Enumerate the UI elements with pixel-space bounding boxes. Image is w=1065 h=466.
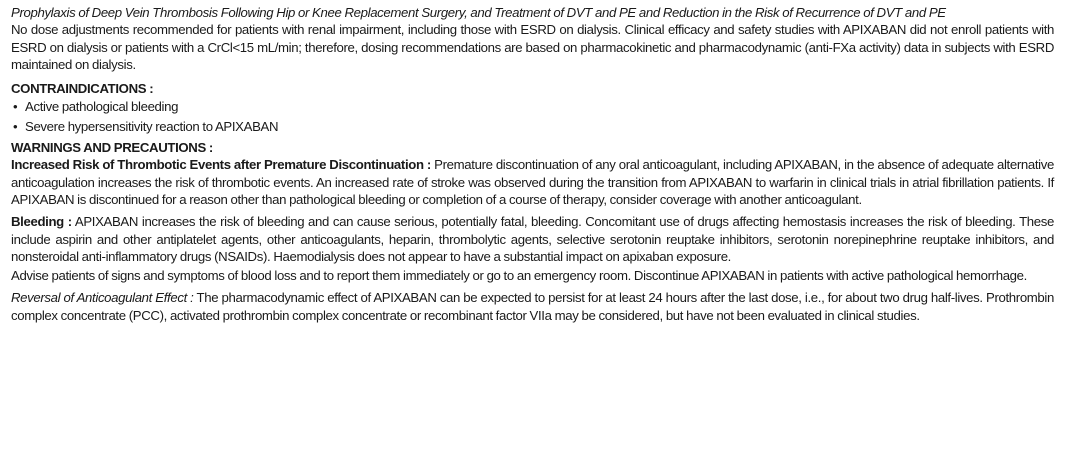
reversal-paragraph [11,289,1054,324]
bleeding-advice-paragraph: Advise patients of signs and symptoms of blood loss and to report them immediately or go to an emergency room. Discontinue APIXABAN in patients with active pathological hemorrhage. [11,267,1027,283]
reversal-title: Reversal of Anticoagulant Effect : [11,290,194,306]
contraindications-list [11,98,1054,136]
contraindications-heading: CONTRAINDICATIONS : [11,80,154,96]
thrombotic-text: Premature discontinuation of any oral anticoagulant, including APIXABAN, in the absence of adequate alternative anticoagulation increases the risk of thrombotic events. An increased rate of stroke was observed during the transition from APIXABAN to warfarin in clinical trials in atrial fibrillation patients. If APIXABAN is discontinued for a reason other than pathological bleeding or completion of a course of therapy, consider coverage with another anticoagulant. [11,157,1054,208]
dosing-paragraph: No dose adjustments recommended for patients with renal impairment, including those with ESRD on dialysis. Clinical efficacy and safety studies with APIXABAN did not enroll patients with ESRD on dialysis or patients with a CrCl<15 mL/min; therefore, dosing recommendations are based on pharmacokinetic and pharmacodynamic (anti-FXa activity) data in subjects with ESRD maintained on dialysis. [11,22,1054,73]
bleeding-paragraph [11,213,1054,265]
contraindication-text: Active pathological bleeding [25,99,179,115]
bleeding-text: APIXABAN increases the risk of bleeding and can cause serious, potentially fatal, bleeding. Concomitant use of drugs affecting hemostasis increases the risk of bleeding. These include aspirin and other antiplatelet agents, other anticoagulants, heparin, thrombolytic agents, selective serotonin reuptake inhibitors, serotonin norepinephrine reuptake inhibitors, and nonsteroidal anti-inflammatory drugs (NSAIDs). Haemodialysis does not appear to have a substantial impact on apixaban exposure. [11,214,1054,265]
contraindication-item [11,98,1054,115]
document-page [11,4,1054,324]
reversal-text: The pharmacodynamic effect of APIXABAN can be expected to persist for at least 24 hours after the last dose, i.e., for about two drug half-lives. Prothrombin complex concentrate (PCC), activated prothrombin complex concentrate or recombinant factor VIIa may be considered, but have not been evaluated in clinical studies. [11,290,1054,323]
bullet-icon: • [13,119,18,135]
dosing-subtitle: Prophylaxis of Deep Vein Thrombosis Following Hip or Knee Replacement Surgery, and Treatment of DVT and PE and Reduction in the Risk of Recurrence of DVT and PE [11,5,946,20]
bullet-icon: • [13,99,18,115]
bleeding-title: Bleeding : [11,214,72,230]
contraindication-item [11,118,1054,135]
thrombotic-title: Increased Risk of Thrombotic Events after Premature Discontinuation : [11,157,431,173]
thrombotic-paragraph [11,156,1054,208]
warnings-heading: WARNINGS AND PRECAUTIONS : [11,139,213,155]
contraindication-text: Severe hypersensitivity reaction to APIXABAN [25,119,279,135]
